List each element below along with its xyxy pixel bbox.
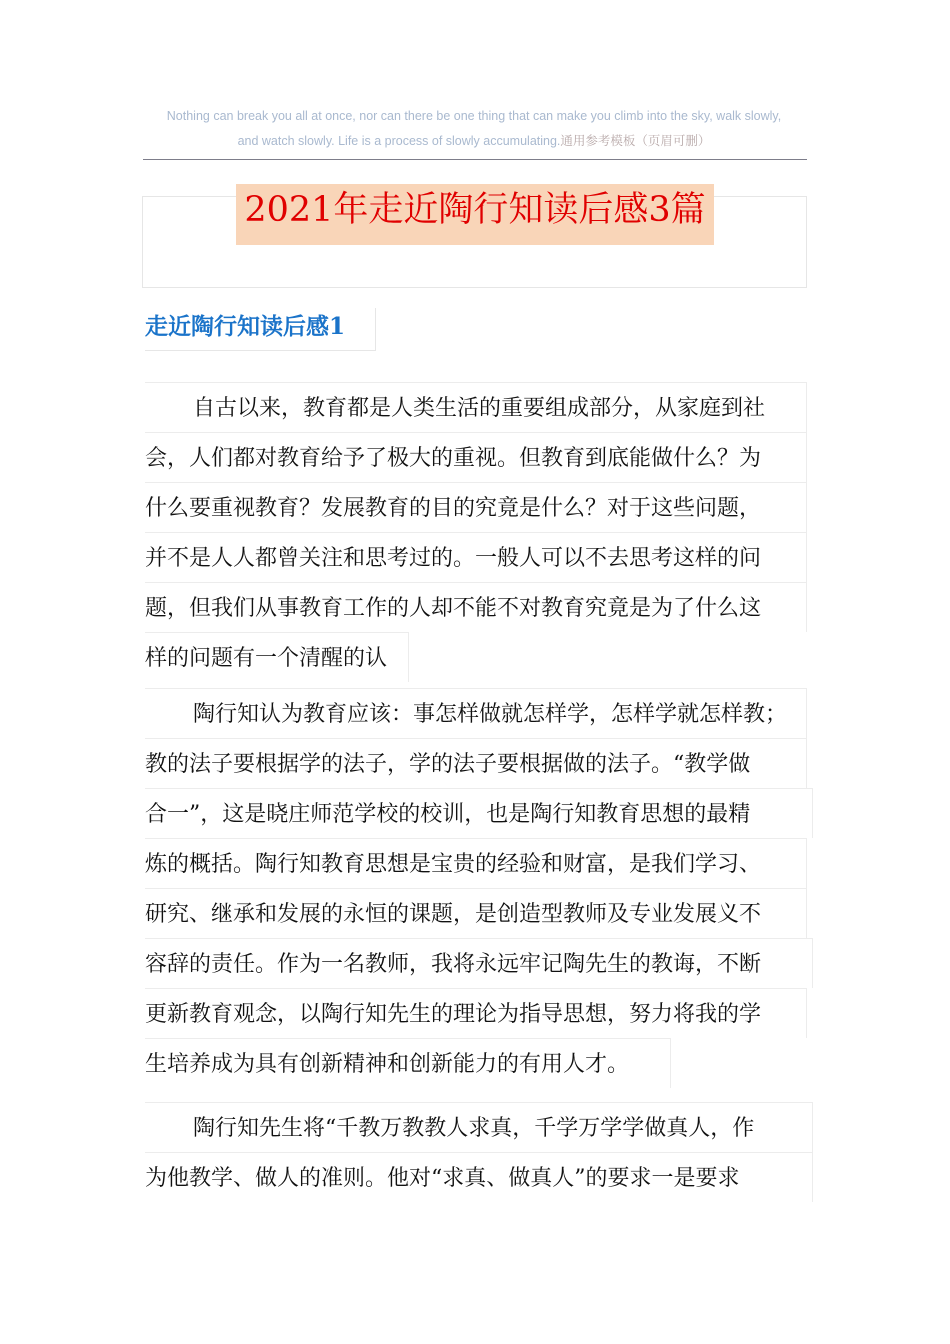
header-line-2-english: and watch slowly. Life is a process of slowly accumulating. — [237, 134, 561, 148]
page-header-note — [143, 104, 805, 154]
paragraph-line: 自古以来，教育都是人类生活的重要组成部分，从家庭到社 — [145, 382, 807, 432]
paragraph-line: 并不是人人都曾关注和思考过的。一般人可以不去思考这样的问 — [145, 532, 807, 582]
section-heading: 走近陶行知读后感1 — [145, 308, 376, 351]
paragraph-line: 什么要重视教育？发展教育的目的究竟是什么？对于这些问题， — [145, 482, 807, 532]
paragraph-2 — [145, 688, 813, 1088]
header-line-2-chinese: 通用参考模板（页眉可删） — [560, 134, 711, 148]
paragraph-line: 样的问题有一个清醒的认 — [145, 632, 409, 682]
header-line-1: Nothing can break you all at once, nor can there be one thing that can make you climb into the sky, walk slowly, — [166, 109, 782, 123]
paragraph-line: 为他教学、做人的准则。他对“求真、做真人”的要求一是要求 — [145, 1152, 813, 1202]
document-title: 2021年走近陶行知读后感3篇 — [236, 184, 714, 245]
paragraph-line: 会，人们都对教育给予了极大的重视。但教育到底能做什么？为 — [145, 432, 807, 482]
paragraph-line: 炼的概括。陶行知教育思想是宝贵的经验和财富，是我们学习、 — [145, 838, 807, 888]
header-divider — [143, 159, 807, 160]
paragraph-1 — [145, 382, 807, 682]
paragraph-line: 陶行知认为教育应该：事怎样做就怎样学，怎样学就怎样教； — [145, 688, 807, 738]
paragraph-3 — [145, 1102, 813, 1202]
paragraph-line: 生培养成为具有创新精神和创新能力的有用人才。 — [145, 1038, 671, 1088]
paragraph-line: 教的法子要根据学的法子，学的法子要根据做的法子。“教学做 — [145, 738, 807, 788]
paragraph-line: 研究、继承和发展的永恒的课题，是创造型教师及专业发展义不 — [145, 888, 807, 938]
header-line-2 — [143, 129, 805, 154]
paragraph-line: 陶行知先生将“千教万教教人求真，千学万学学做真人，作 — [145, 1102, 813, 1152]
paragraph-line: 合一”，这是晓庄师范学校的校训，也是陶行知教育思想的最精 — [145, 788, 813, 838]
paragraph-line: 容辞的责任。作为一名教师，我将永远牢记陶先生的教诲，不断 — [145, 938, 813, 988]
paragraph-line: 题，但我们从事教育工作的人却不能不对教育究竟是为了什么这 — [145, 582, 807, 632]
paragraph-line: 更新教育观念，以陶行知先生的理论为指导思想，努力将我的学 — [145, 988, 807, 1038]
